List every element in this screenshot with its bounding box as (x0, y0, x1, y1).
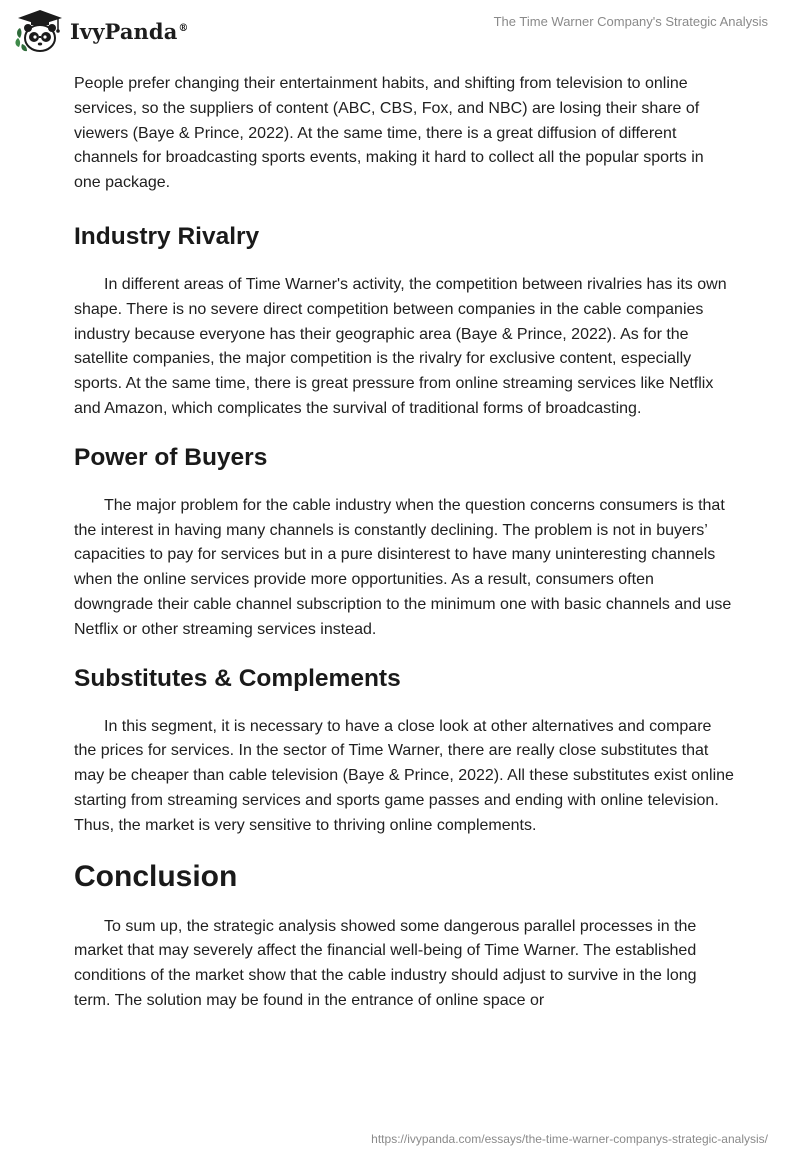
paragraph-conclusion: To sum up, the strategic analysis showed some dangerous parallel processes in the market that may severely affect the financial well-being of Time Warner. The established conditions of the market show that the cable industry should adjust to survive in the long term. The solution may be found in the entrance of online space or (74, 917, 697, 1009)
source-url[interactable]: https://ivypanda.com/essays/the-time-warner-companys-strategic-analysis/ (371, 1132, 768, 1146)
brand-name: IvyPanda® (70, 18, 189, 44)
page-header (0, 0, 800, 62)
heading-industry-rivalry: Industry Rivalry (74, 222, 260, 250)
paragraph-power-of-buyers: The major problem for the cable industry when the question concerns consumers is that the interest in having many channels is constantly declining. The problem is not in buyers’ capacities to pay for services but in a pure disinterest to have many uninteresting channels when the online services provide more opportunities. As a result, consumers often downgrade their cable channel subscription to the minimum one with basic channels and use Netflix or other streaming services instead. (74, 496, 732, 638)
document-title: The Time Warner Company's Strategic Analysis (493, 14, 768, 29)
panda-graduate-icon (14, 8, 66, 54)
heading-power-of-buyers: Power of Buyers (74, 443, 268, 471)
intro-paragraph: People prefer changing their entertainment habits, and shifting from television to online services, so the suppliers of content (ABC, CBS, Fox, and NBC) are losing their share of viewers (Baye & Prince, 2022). At the same time, there is a great diffusion of different channels for broadcasting sports events, making it hard to collect all the popular sports in one package. (74, 75, 704, 192)
heading-conclusion: Conclusion (74, 859, 238, 893)
essay-content (74, 72, 734, 1014)
ivypanda-logo[interactable] (14, 8, 189, 54)
heading-substitutes-complements: Substitutes & Complements (74, 664, 401, 692)
paragraph-industry-rivalry: In different areas of Time Warner's activity, the competition between rivalries has its own shape. There is no severe direct competition between companies in the cable companies industry because everyone has their geographic area (Baye & Prince, 2022). As for the satellite companies, the major competition is the rivalry for exclusive content, especially sports. At the same time, there is great pressure from online streaming services like Netflix and Amazon, which complicates the survival of traditional forms of broadcasting. (74, 275, 727, 417)
paragraph-substitutes-complements: In this segment, it is necessary to have a close look at other alternatives and compare the prices for services. In the sector of Time Warner, there are really close substitutes that may be cheaper than cable television (Baye & Prince, 2022). All these substitutes exist online starting from streaming services and sports game passes and ending with online television. Thus, the market is very sensitive to thriving online complements. (74, 717, 734, 834)
